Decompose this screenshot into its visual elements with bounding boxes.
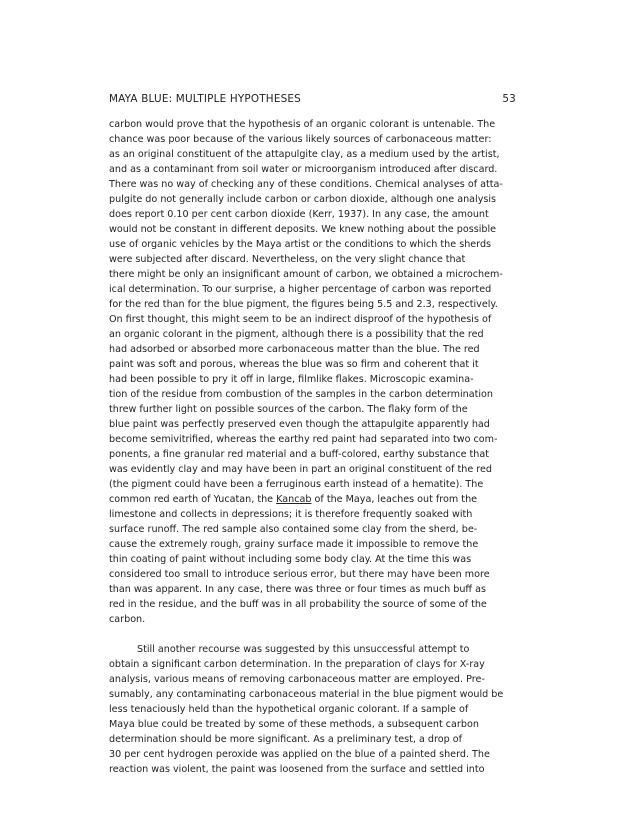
paragraph	[109, 117, 529, 627]
text-line: Maya blue could be treated by some of these methods, a subsequent carbon	[109, 719, 479, 730]
text-line: analysis, various means of removing carbonaceous matter are employed. Pre-	[109, 674, 485, 685]
text-line: for the red than for the blue pigment, the figures being 5.5 and 2.3, respectively.	[109, 299, 498, 310]
paragraph	[109, 642, 529, 777]
text-line: There was no way of checking any of these conditions. Chemical analyses of atta-	[109, 179, 503, 190]
text-line: and as a contaminant from soil water or microorganism introduced after discard.	[109, 164, 498, 175]
text-line: common red earth of Yucatan, the Kancab of the Maya, leaches out from the	[109, 494, 478, 505]
body-text	[109, 117, 529, 777]
text-line: thin coating of paint without including some body clay. At the time this was	[109, 554, 472, 565]
text-line: than was apparent. In any case, there was three or four times as much buff as	[109, 584, 486, 595]
text-line: was evidently clay and may have been in part an original constituent of the red	[109, 464, 492, 475]
text-line: 30 per cent hydrogen peroxide was applied on the blue of a painted sherd. The	[109, 749, 490, 760]
text-line: carbon would prove that the hypothesis of an organic colorant is untenable. The	[109, 119, 496, 130]
page-number: 53	[502, 93, 516, 105]
text-line: pulgite do not generally include carbon or carbon dioxide, although one analysis	[109, 194, 497, 205]
text-line: carbon.	[109, 614, 146, 625]
text-line: less tenaciously held than the hypothetical organic colorant. If a sample of	[109, 704, 469, 715]
text-line: reaction was violent, the paint was loosened from the surface and settled into	[109, 764, 485, 775]
text-line: threw further light on possible sources of the carbon. The flaky form of the	[109, 404, 468, 415]
text-line: considered too small to introduce serious error, but there may have been more	[109, 569, 490, 580]
text-line: surface runoff. The red sample also contained some clay from the sherd, be-	[109, 524, 478, 535]
text-line: had adsorbed or absorbed more carbonaceous matter than the blue. The red	[109, 344, 480, 355]
text-line: blue paint was perfectly preserved even though the attapulgite apparently had	[109, 419, 490, 430]
text-line: does report 0.10 per cent carbon dioxide (Kerr, 1937). In any case, the amount	[109, 209, 489, 220]
text-line: tion of the residue from combustion of the samples in the carbon determination	[109, 389, 493, 400]
text-line: use of organic vehicles by the Maya artist or the conditions to which the sherds	[109, 239, 492, 250]
text-line: were subjected after discard. Nevertheless, on the very slight chance that	[109, 254, 466, 265]
text-line: paint was soft and porous, whereas the blue was so firm and coherent that it	[109, 359, 479, 370]
text-line: sumably, any contaminating carbonaceous material in the blue pigment would be	[109, 689, 504, 700]
text-line: there might be only an insignificant amount of carbon, we obtained a microchem-	[109, 269, 503, 280]
text-line: On first thought, this might seem to be an indirect disproof of the hypothesis of	[109, 314, 492, 325]
text-line: determination should be more significant. As a preliminary test, a drop of	[109, 734, 463, 745]
underlined-term: Kancab	[276, 494, 312, 505]
text-line: limestone and collects in depressions; it is therefore frequently soaked with	[109, 509, 473, 520]
text-line: as an original constituent of the attapulgite clay, as a medium used by the artist,	[109, 149, 500, 160]
text-line: ponents, a fine granular red material and a buff-colored, earthy substance that	[109, 449, 490, 460]
text-line: would not be constant in different deposits. We knew nothing about the possible	[109, 224, 497, 235]
text-line: had been possible to pry it off in large, filmlike flakes. Microscopic examina-	[109, 374, 474, 385]
text-line: become semivitrified, whereas the earthy red paint had separated into two com-	[109, 434, 498, 445]
text-line: chance was poor because of the various likely sources of carbonaceous matter:	[109, 134, 492, 145]
text-line: Still another recourse was suggested by this unsuccessful attempt to	[137, 644, 470, 655]
text-line: ical determination. To our surprise, a higher percentage of carbon was reported	[109, 284, 492, 295]
text-line: cause the extremely rough, grainy surface made it impossible to remove the	[109, 539, 479, 550]
text-line: obtain a significant carbon determination. In the preparation of clays for X-ray	[109, 659, 485, 670]
running-title: MAYA BLUE: MULTIPLE HYPOTHESES	[109, 93, 301, 105]
text-line: an organic colorant in the pigment, although there is a possibility that the red	[109, 329, 484, 340]
text-line: (the pigment could have been a ferruginous earth instead of a hematite). The	[109, 479, 484, 490]
text-line: red in the residue, and the buff was in all probability the source of some of the	[109, 599, 487, 610]
